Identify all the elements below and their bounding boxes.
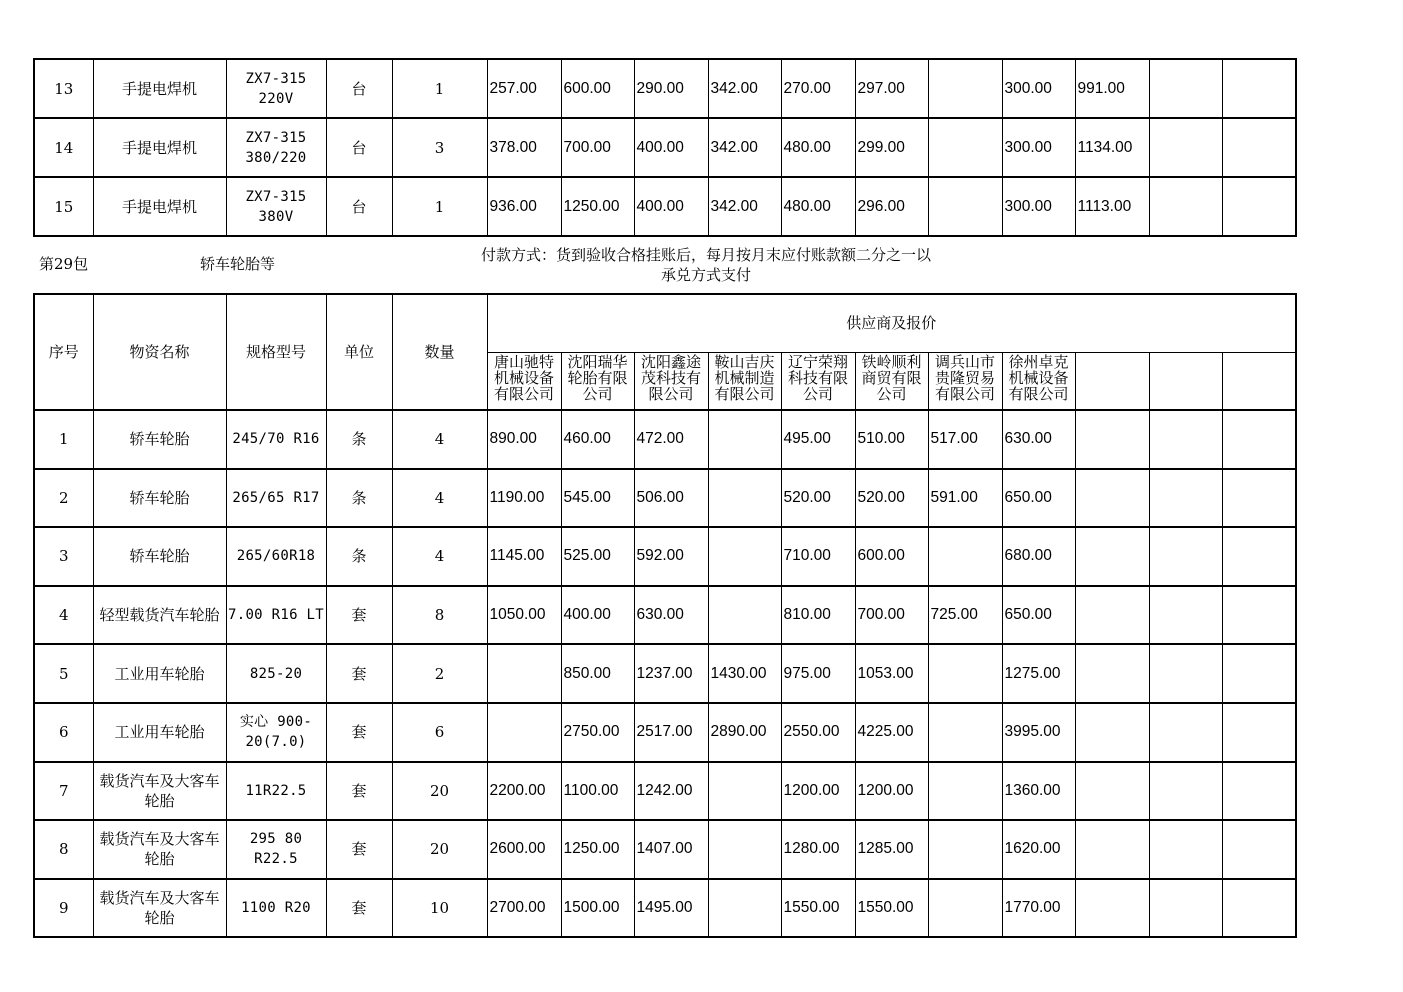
header-name: 物资名称 <box>93 294 226 410</box>
item-unit: 套 <box>326 820 392 879</box>
price-cell: 630.00 <box>634 586 708 645</box>
item-no: 8 <box>34 820 93 879</box>
price-cell: 1113.00 <box>1075 177 1149 236</box>
item-unit: 套 <box>326 586 392 645</box>
supplier-name: 调兵山市贵隆贸易有限公司 <box>928 352 1002 410</box>
supplier-name <box>1075 352 1149 410</box>
price-cell <box>1222 586 1296 645</box>
price-cell <box>708 762 781 821</box>
price-cell <box>708 879 781 938</box>
table-row <box>34 820 1296 879</box>
price-cell <box>1149 527 1222 586</box>
price-cell <box>1149 879 1222 938</box>
item-name: 手提电焊机 <box>93 59 226 118</box>
item-name: 工业用车轮胎 <box>93 644 226 703</box>
price-cell: 600.00 <box>855 527 928 586</box>
price-cell: 1200.00 <box>855 762 928 821</box>
item-no: 14 <box>34 118 93 177</box>
price-cell: 545.00 <box>561 469 634 528</box>
price-cell: 296.00 <box>855 177 928 236</box>
price-cell: 975.00 <box>781 644 855 703</box>
table-row <box>34 762 1296 821</box>
price-cell: 1500.00 <box>561 879 634 938</box>
price-cell: 299.00 <box>855 118 928 177</box>
price-cell <box>928 879 1002 938</box>
header-unit: 单位 <box>326 294 392 410</box>
item-qty: 6 <box>392 703 487 762</box>
item-qty: 20 <box>392 762 487 821</box>
price-cell: 2550.00 <box>781 703 855 762</box>
item-qty: 1 <box>392 177 487 236</box>
item-unit: 台 <box>326 177 392 236</box>
price-cell: 1190.00 <box>487 469 561 528</box>
item-qty: 4 <box>392 469 487 528</box>
price-cell: 400.00 <box>634 118 708 177</box>
item-no: 3 <box>34 527 93 586</box>
item-unit: 套 <box>326 879 392 938</box>
item-no: 15 <box>34 177 93 236</box>
price-cell: 520.00 <box>781 469 855 528</box>
price-cell <box>708 820 781 879</box>
price-cell <box>1149 118 1222 177</box>
price-cell: 1430.00 <box>708 644 781 703</box>
price-cell <box>1075 820 1149 879</box>
item-spec: 265/60R18 <box>226 527 326 586</box>
item-spec: 实心 900- 20(7.0) <box>226 703 326 762</box>
price-cell: 810.00 <box>781 586 855 645</box>
price-cell: 1275.00 <box>1002 644 1075 703</box>
price-cell: 297.00 <box>855 59 928 118</box>
package-category: 轿车轮胎等 <box>200 255 276 273</box>
item-spec: 1100 R20 <box>226 879 326 938</box>
price-cell: 257.00 <box>487 59 561 118</box>
header-no: 序号 <box>34 294 93 410</box>
price-cell: 525.00 <box>561 527 634 586</box>
item-no: 2 <box>34 469 93 528</box>
price-cell: 630.00 <box>1002 410 1075 469</box>
table-row <box>34 118 1296 177</box>
price-cell: 2200.00 <box>487 762 561 821</box>
item-no: 1 <box>34 410 93 469</box>
price-cell <box>1222 118 1296 177</box>
price-cell <box>1222 820 1296 879</box>
item-no: 4 <box>34 586 93 645</box>
price-cell: 2890.00 <box>708 703 781 762</box>
price-cell: 2700.00 <box>487 879 561 938</box>
price-cell: 300.00 <box>1002 118 1075 177</box>
price-cell <box>928 644 1002 703</box>
item-qty: 2 <box>392 644 487 703</box>
price-cell <box>1222 469 1296 528</box>
price-cell <box>1149 586 1222 645</box>
supplier-name: 沈阳鑫途茂科技有限公司 <box>634 352 708 410</box>
price-cell: 300.00 <box>1002 59 1075 118</box>
price-cell: 650.00 <box>1002 586 1075 645</box>
price-cell <box>1222 644 1296 703</box>
supplier-name: 鞍山吉庆机械制造有限公司 <box>708 352 781 410</box>
price-cell <box>708 469 781 528</box>
item-spec: 245/70 R16 <box>226 410 326 469</box>
price-cell: 342.00 <box>708 59 781 118</box>
price-cell: 480.00 <box>781 118 855 177</box>
price-cell: 592.00 <box>634 527 708 586</box>
item-spec: 825-20 <box>226 644 326 703</box>
price-cell: 1100.00 <box>561 762 634 821</box>
item-qty: 4 <box>392 410 487 469</box>
price-cell <box>708 410 781 469</box>
price-cell <box>1075 879 1149 938</box>
price-cell: 1134.00 <box>1075 118 1149 177</box>
price-cell: 1550.00 <box>781 879 855 938</box>
price-cell <box>1149 177 1222 236</box>
price-cell <box>1222 879 1296 938</box>
supplier-name: 沈阳瑞华轮胎有限公司 <box>561 352 634 410</box>
price-cell <box>487 703 561 762</box>
price-cell <box>487 644 561 703</box>
price-cell: 400.00 <box>634 177 708 236</box>
price-cell: 1360.00 <box>1002 762 1075 821</box>
price-cell <box>1149 820 1222 879</box>
item-qty: 4 <box>392 527 487 586</box>
item-name: 载货汽车及大客车轮胎 <box>93 879 226 938</box>
item-name: 轿车轮胎 <box>93 469 226 528</box>
item-name: 载货汽车及大客车轮胎 <box>93 820 226 879</box>
table-row <box>34 703 1296 762</box>
price-cell <box>928 703 1002 762</box>
item-spec: ZX7-315 220V <box>226 59 326 118</box>
price-cell <box>1149 59 1222 118</box>
price-cell <box>928 762 1002 821</box>
price-cell: 472.00 <box>634 410 708 469</box>
item-name: 轿车轮胎 <box>93 527 226 586</box>
price-cell <box>1222 527 1296 586</box>
price-cell: 1770.00 <box>1002 879 1075 938</box>
price-cell: 1620.00 <box>1002 820 1075 879</box>
item-qty: 3 <box>392 118 487 177</box>
price-cell <box>1149 703 1222 762</box>
price-cell: 991.00 <box>1075 59 1149 118</box>
item-unit: 套 <box>326 762 392 821</box>
price-cell: 890.00 <box>487 410 561 469</box>
table-row <box>34 410 1296 469</box>
price-cell: 495.00 <box>781 410 855 469</box>
supplier-name <box>1149 352 1222 410</box>
price-cell: 1200.00 <box>781 762 855 821</box>
item-no: 13 <box>34 59 93 118</box>
item-qty: 10 <box>392 879 487 938</box>
price-cell: 342.00 <box>708 177 781 236</box>
price-cell: 710.00 <box>781 527 855 586</box>
price-cell: 600.00 <box>561 59 634 118</box>
price-cell <box>928 527 1002 586</box>
price-cell: 2517.00 <box>634 703 708 762</box>
price-cell <box>1075 644 1149 703</box>
price-cell: 1145.00 <box>487 527 561 586</box>
price-cell: 400.00 <box>561 586 634 645</box>
price-cell <box>1149 469 1222 528</box>
price-cell <box>928 118 1002 177</box>
previous-items-table <box>33 58 1297 237</box>
price-cell: 4225.00 <box>855 703 928 762</box>
supplier-name <box>1222 352 1296 410</box>
price-cell: 342.00 <box>708 118 781 177</box>
price-cell: 1280.00 <box>781 820 855 879</box>
item-qty: 1 <box>392 59 487 118</box>
item-qty: 20 <box>392 820 487 879</box>
item-name: 工业用车轮胎 <box>93 703 226 762</box>
item-unit: 条 <box>326 527 392 586</box>
price-cell <box>1075 762 1149 821</box>
price-cell: 700.00 <box>561 118 634 177</box>
table-row <box>34 879 1296 938</box>
price-cell: 2750.00 <box>561 703 634 762</box>
item-unit: 条 <box>326 410 392 469</box>
item-name: 手提电焊机 <box>93 177 226 236</box>
price-cell: 850.00 <box>561 644 634 703</box>
price-cell <box>1222 410 1296 469</box>
package-number: 第29包 <box>39 255 89 273</box>
price-cell <box>1149 644 1222 703</box>
item-unit: 条 <box>326 469 392 528</box>
price-cell: 936.00 <box>487 177 561 236</box>
item-spec: ZX7-315 380/220 <box>226 118 326 177</box>
price-cell <box>1075 469 1149 528</box>
price-cell: 300.00 <box>1002 177 1075 236</box>
header-spec: 规格型号 <box>226 294 326 410</box>
item-unit: 台 <box>326 118 392 177</box>
price-cell <box>928 59 1002 118</box>
item-no: 5 <box>34 644 93 703</box>
supplier-name: 徐州卓克机械设备有限公司 <box>1002 352 1075 410</box>
table-row <box>34 644 1296 703</box>
price-cell: 1053.00 <box>855 644 928 703</box>
price-cell: 3995.00 <box>1002 703 1075 762</box>
table-row <box>34 59 1296 118</box>
price-cell: 1407.00 <box>634 820 708 879</box>
item-spec: 265/65 R17 <box>226 469 326 528</box>
item-name: 载货汽车及大客车轮胎 <box>93 762 226 821</box>
price-cell: 650.00 <box>1002 469 1075 528</box>
supplier-name: 铁岭顺利商贸有限公司 <box>855 352 928 410</box>
price-cell: 1250.00 <box>561 177 634 236</box>
price-cell <box>1222 59 1296 118</box>
supplier-name: 辽宁荣翔科技有限公司 <box>781 352 855 410</box>
price-cell: 725.00 <box>928 586 1002 645</box>
price-cell: 1050.00 <box>487 586 561 645</box>
price-cell <box>1149 410 1222 469</box>
price-cell: 680.00 <box>1002 527 1075 586</box>
table-row <box>34 469 1296 528</box>
item-name: 手提电焊机 <box>93 118 226 177</box>
price-cell: 591.00 <box>928 469 1002 528</box>
table-row <box>34 586 1296 645</box>
item-no: 7 <box>34 762 93 821</box>
price-cell: 1242.00 <box>634 762 708 821</box>
payment-terms: 付款方式：货到验收合格挂账后，每月按月末应付账款额二分之一以承兑方式支付 <box>480 246 931 284</box>
price-cell <box>1075 586 1149 645</box>
item-unit: 台 <box>326 59 392 118</box>
price-cell: 1237.00 <box>634 644 708 703</box>
price-cell <box>1149 762 1222 821</box>
item-spec: 7.00 R16 LT <box>226 586 326 645</box>
item-no: 9 <box>34 879 93 938</box>
header-qty: 数量 <box>392 294 487 410</box>
price-cell <box>1075 527 1149 586</box>
item-spec: 11R22.5 <box>226 762 326 821</box>
price-cell <box>1222 703 1296 762</box>
price-cell <box>928 820 1002 879</box>
supplier-name: 唐山驰特机械设备有限公司 <box>487 352 561 410</box>
price-cell: 1495.00 <box>634 879 708 938</box>
item-spec: 295 80 R22.5 <box>226 820 326 879</box>
price-cell: 290.00 <box>634 59 708 118</box>
price-cell: 2600.00 <box>487 820 561 879</box>
table-row <box>34 177 1296 236</box>
price-cell <box>928 177 1002 236</box>
item-unit: 套 <box>326 644 392 703</box>
price-cell: 480.00 <box>781 177 855 236</box>
quotation-table <box>33 293 1297 938</box>
price-cell: 520.00 <box>855 469 928 528</box>
price-cell <box>708 586 781 645</box>
price-cell: 510.00 <box>855 410 928 469</box>
price-cell: 1550.00 <box>855 879 928 938</box>
price-cell <box>1222 177 1296 236</box>
item-unit: 套 <box>326 703 392 762</box>
item-no: 6 <box>34 703 93 762</box>
item-spec: ZX7-315 380V <box>226 177 326 236</box>
price-cell: 1250.00 <box>561 820 634 879</box>
price-cell <box>1075 410 1149 469</box>
price-cell: 460.00 <box>561 410 634 469</box>
price-cell <box>708 527 781 586</box>
item-qty: 8 <box>392 586 487 645</box>
price-cell: 700.00 <box>855 586 928 645</box>
price-cell: 378.00 <box>487 118 561 177</box>
price-cell: 517.00 <box>928 410 1002 469</box>
header-suppliers-title: 供应商及报价 <box>487 294 1296 352</box>
table-row <box>34 527 1296 586</box>
price-cell <box>1222 762 1296 821</box>
price-cell: 506.00 <box>634 469 708 528</box>
price-cell: 1285.00 <box>855 820 928 879</box>
item-name: 轿车轮胎 <box>93 410 226 469</box>
price-cell: 270.00 <box>781 59 855 118</box>
price-cell <box>1075 703 1149 762</box>
item-name: 轻型载货汽车轮胎 <box>93 586 226 645</box>
